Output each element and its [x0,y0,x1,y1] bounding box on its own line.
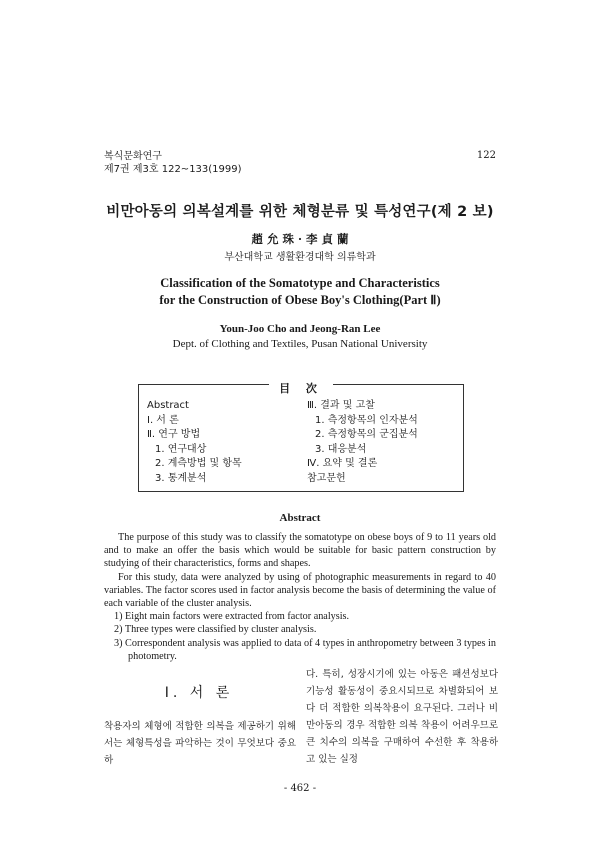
toc-right-column [307,399,418,486]
toc-item: 1. 측정항목의 인자분석 [315,414,418,426]
body-column-right [306,666,498,768]
abstract-heading: Abstract [279,512,321,524]
volume-info: 제7권 제3호 122~133(1999) [104,164,242,175]
abstract-list-item: 1) Eight main factors were extracted from factor analysis. [114,611,350,623]
toc-item: Ⅲ. 결과 및 고찰 [307,400,375,411]
toc-item: 3. 통계분석 [155,472,207,484]
journal-name: 복식문화연구 [104,151,162,162]
abstract-paragraph: The purpose of this study was to classify the somatotype on obese boys of 9 to 11 years old and to make an offer the basis which would be suitable for basic pattern construction by studying of their characteristics, forms and shapes. [104,532,496,570]
title-english [0,275,600,309]
page-number-top: 122 [476,150,496,161]
toc-item: Ⅳ. 요약 및 결론 [307,458,378,469]
body-paragraph: 다. 특히, 성장시기에 있는 아동은 패션성보다 기능성 활동성이 중요시되므로 차별화되어 보다 더 적합한 의복착용이 요구된다. 그러나 비만아동의 경우 적합한 의복 착용이 어려우므로 큰 치수의 의복을 구매하여 수선한 후 착용하고 있는 실정 [306,669,498,765]
authors-korean: 趙 允 珠 · 李 貞 蘭 [251,232,349,246]
toc-item: 2. 계측방법 및 항목 [155,458,242,469]
toc-item: 참고문헌 [307,472,346,484]
journal-header [104,150,242,176]
toc-item: Ⅰ. 서 론 [147,414,179,426]
abstract-list-item: 3) Correspondent analysis was applied to data of 4 types in anthropometry between 3 types in photometry. [114,637,496,662]
affiliation-english: Dept. of Clothing and Textiles, Pusan National University [172,338,428,350]
section-heading-introduction: Ⅰ. 서 론 [164,685,234,701]
title-english-line1: Classification of the Somatotype and Characteristics [160,276,440,290]
toc-item: 1. 연구대상 [155,443,207,455]
affiliation-korean: 부산대학교 생활환경대학 의류학과 [224,252,376,263]
authors-english: Youn-Joo Cho and Jeong-Ran Lee [219,323,381,335]
title-korean: 비만아동의 의복설계를 위한 체형분류 및 특성연구(제 2 보) [106,204,494,220]
title-english-line2: for the Construction of Obese Boy's Clothing(Part Ⅱ) [159,293,441,307]
abstract-paragraph: For this study, data were analyzed by using of photographic measurements in regard to 40 variables. The factor scores used in factor analysis become the basis of determining the value of each variable of the cluster analysis. [104,571,496,610]
toc-left-column [147,399,242,486]
toc-item: 3. 대응분석 [315,443,367,455]
abstract-body [104,531,496,663]
page-number-bottom: - 462 - [283,783,317,794]
abstract-list-item: 2) Three types were classified by cluster analysis. [114,624,317,636]
body-column-left [104,718,296,769]
toc-item: 2. 측정항목의 군집분석 [315,429,418,440]
toc-item: Ⅱ. 연구 방법 [147,429,201,440]
body-paragraph: 착용자의 체형에 적합한 의복을 제공하기 위해서는 체형특성을 파악하는 것이 무엇보다 중요하 [104,721,296,766]
toc-item: Abstract [147,400,189,411]
table-of-contents [138,384,464,492]
toc-title: 目 次 [269,382,333,395]
